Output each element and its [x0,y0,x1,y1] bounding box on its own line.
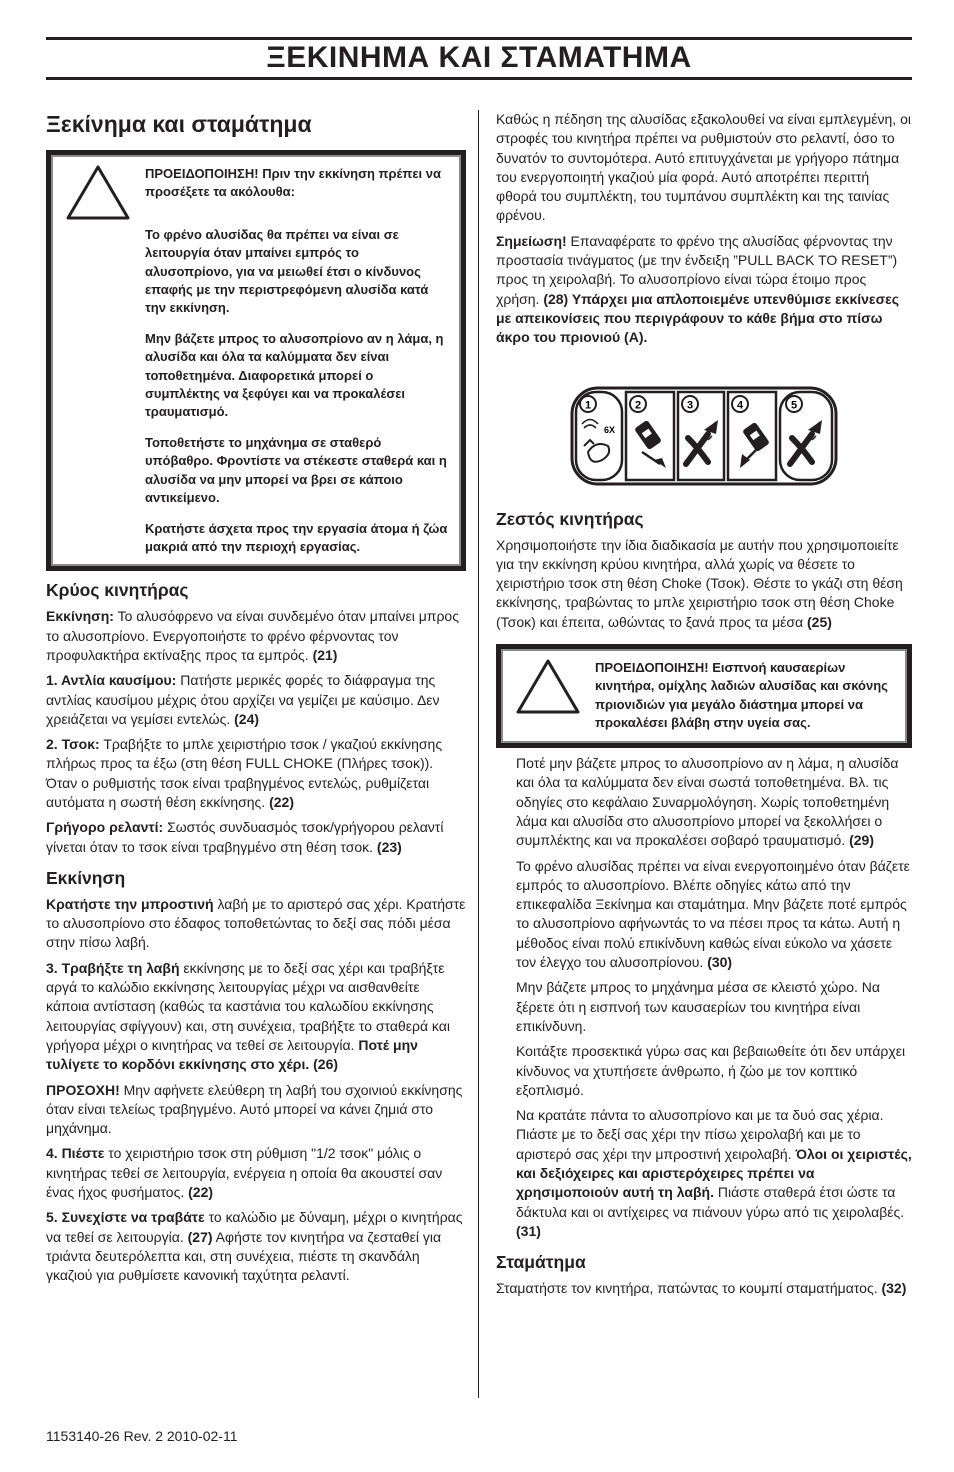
caution-paragraph: ΠΡΟΣΟΧΗ! Μην αφήνετε ελεύθερη τη λαβή του σχοινιού εκκίνησης όταν είναι τελείως τραβηγμένο. Αυτό μπορεί να κάνει ζημιά στο μηχάνημα. [46,1081,463,1137]
fuel-pump-paragraph: 1. Αντλία καυσίμου: Πατήστε μερικές φορές το διάφραγμα της αντλίας καυσίμου μέχρις ότου αρχίζει να γεμίζει με καύσιμο. Δεν χρειάζεται να γεμίσει εντελώς. (24) [46,672,440,727]
column-divider [478,110,479,1398]
warning-text-3: Μην βάζετε μπρος το αλυσοπρίονο αν η λάμα, η αλυσίδα και όλα τα καλύμματα δεν είναι τοποθετημένα. Διαφορετικά μπορεί ο συμπλέκτης να ξεφύγει και να προκαλέσει τραυματισμό. [145,330,444,420]
fuel-pump-icon [576,392,622,480]
choke-paragraph: 2. Τσοκ: Τραβήξτε το μπλε χειριστήριο τσοκ / γκαζιού εκκίνησης πλήρως προς τα έξω (στη θέση FULL CHOKE (Πλήρες τσοκ)). Όταν ο ρυθμιστής τσοκ είναι τραβηγμένος εντελώς, ρυθμίζεται αυτόματα η σωστή θέση εκκίνησης. (22) [46,736,443,810]
choke-in-icon [728,392,776,480]
bar-chain-paragraph: Ποτέ μην βάζετε μπρος το αλυσοπρίονο αν η λάμα, η αλυσίδα και όλα τα καλύμματα δεν είναι σωστά τοποθετημένα. Βλ. τις οδηγίες στο κεφάλαιο Συναρμολόγηση. Χωρίς τοποθετημένη λάμα και αλυσίδα στο αλυσοπρίονο μπορεί να ξεκολλήσει ο συμπλέκτης και να προκαλέσει σοβαρό τραυματισμό. (29) [516,755,899,849]
svg-text:4: 4 [736,399,744,412]
fast-idle-paragraph: Γρήγορο ρελαντί: Σωστός συνδυασμός τσοκ/γρήγορου ρελαντί γίνεται όταν το τσοκ είναι τραβηγμένο στη θέση τσοκ. (23) [46,819,444,855]
svg-text:5: 5 [790,399,798,412]
document-footer: 1153140-26 Rev. 2 2010-02-11 [46,1428,238,1444]
header-rule-bottom [46,77,912,80]
warning-box-exhaust [496,644,912,748]
start-reminder-decal [570,386,838,486]
cold-start-paragraph: Εκκίνηση: Το αλυσόφρενο να είναι συνδεμένο όταν μπαίνει μπρος το αλυσοπρίονο. Ενεργοποιήστε το φρένο φέρνοντας τον προφυλακτήρα εκτίναξης προς τα εμπρός. (21) [46,608,459,663]
continue-pull-paragraph: 5. Συνεχίστε να τραβάτε το καλώδιο με δύναμη, μέχρι ο κινητήρας να τεθεί σε λειτουργία. (27) Αφήστε τον κινητήρα να ζεσταθεί για τριάντα δευτερόλεπτα και, στη συνέχεια, πιέστε τη σκανδάλη γκαζιού για ρυθμίσετε κανονική ταχύτητα ρελαντί. [46,1209,463,1284]
svg-text:3: 3 [686,399,694,412]
starting-heading: Εκκίνηση [46,867,126,888]
warning-text-5: Κρατήστε άσχετα προς την εργασία άτομα ή ζώα μακριά από την περιοχή εργασίας. [145,520,448,554]
stopping-heading: Σταμάτημα [496,1252,586,1273]
warning-box [46,150,466,571]
idle-paragraph: Καθώς η πέδηση της αλυσίδας εξακολουθεί να είναι εμπλεγμένη, οι στροφές του κινητήρα πρέπει να ρυθμιστούν στο ρελαντί, όσο το δυνατόν το συντομότερα. Αυτό επιτυγχάνεται με γρήγορο πάτημα του ενεργοποιητή γκαζιού μία φορά. Αυτό αποτρέπει περιττή φθορά του συμπλέκτη, του τυμπάνου συμπλέκτη και της ταινίας φρένου. [496,111,911,224]
warning-text-2: Το φρένο αλυσίδας θα πρέπει να είναι σε λειτουργία όταν μπαίνει εμπρός το αλυσοπρίονο, για να μειωθεί έτσι ο κίνδυνος επαφής με την περιστρεφόμενη αλυσίδα κατά την εκκίνηση. [145,226,429,316]
warning-triangle-icon [65,163,131,221]
front-handle-paragraph: Κρατήστε την μπροστινή λαβή με το αριστερό σας χέρι. Κρατήστε το αλυσοπρίονο στο έδαφος τοποθετώντας το δεξί σας πόδι μέσα στην πίσω λαβή. [46,895,466,951]
svg-text:2: 2 [634,399,642,412]
look-around-paragraph: Κοιτάξτε προσεκτικά γύρω σας και βεβαιωθείτε ότι δεν υπάρχει κίνδυνος να χτυπήσετε άνθρωπο, ή ζώο με τον κοπτικό εξοπλισμό. [516,1043,906,1098]
chain-brake-paragraph: Το φρένο αλυσίδας πρέπει να είναι ενεργοποιημένο όταν βάζετε εμπρός το αλυσοπρίονο. Βλέπε οδηγίες κάτω από την επικεφαλίδα Ξεκίνημα και σταμάτημα. Μην βάζετε ποτέ εμπρός το αλυσοπρίονο αφήνωντάς το να πέσει προς τα κάτω. Αυτή η μέθοδος είναι πολύ επικίνδυνη καθώς είναι εύκολο να χάσετε τον έλεγχο του αλυσοπρίονου. (30) [516,857,910,971]
pull-start-icon [678,392,724,480]
choke-out-icon [626,392,674,480]
warning-exhaust-text: ΠΡΟΕΙΔΟΠΟΙΗΣΗ! Εισπνοή καυσαερίων κινητήρα, ομίχλης λαδιών αλυσίδας και σκόνης πριονιδιών για μεγάλο διάστημα μπορεί να προκαλέσει βλάβη στην υγεία σας. [595,660,888,731]
warm-engine-paragraph: Χρησιμοποιήστε την ίδια διαδικασία με αυτήν που χρησιμοποιείτε για την εκκίνηση κρύου κινητήρα, αλλά χωρίς να θέσετε το χειριστήριο τσοκ στη θέση Choke (Τσοκ). Θέστε το γκάζι στη θέση εκκίνησης, τραβώντας το μπλε χειριστήριο τσοκ στη θέση Choke (Τσοκ) και έπειτα, ωθώντας το ξανά προς τα μέσα (25) [496,536,903,630]
closed-space-paragraph: Μην βάζετε μπρος το μηχάνημα μέσα σε κλειστό χώρο. Να ξέρετε ότι η εισπνοή των καυσαερίων του κινητήρα είναι επικίνδυνη. [516,979,880,1034]
section-heading: Ξεκίνημα και σταμάτημα [46,111,312,137]
pull-handle-paragraph: 3. Τραβήξτε τη λαβή εκκίνησης με το δεξί σας χέρι και τραβήξτε αργά το καλώδιο εκκίνησης λειτουργίας μέχρι να αισθανθείτε κάποια αντίσταση (καθώς τα καστάνια του καλωδίου εκκίνησης λειτουργίας σφίγγουν) και, στη συνέχεια, τραβήξτε το σταθερά και γρήγορα μέχρι ο κινητήρας να τεθεί σε λειτουργία. Ποτέ μην τυλίγετε το κορδόνι εκκίνησης στο χέρι. (26) [46,959,450,1073]
stopping-paragraph: Σταματήστε τον κινητήρα, πατώντας το κουμπί σταματήματος. (32) [496,1280,907,1297]
right-column [496,110,912,1304]
note-paragraph: Σημείωση! Επαναφέρατε το φρένο της αλυσίδας φέρνοντας την προστασία τινάγματος (με την ένδειξη ”PULL BACK TO RESET”) προς τη χειρολαβή. Το αλυσοπρίονο είναι τώρα έτοιμο προς χρήση. (28) Υπάρχει μια απλοποιεμένε υπενθύμισε εκκίνεσες με απεικονίσεις που περιγράφουν το κάθε βήμα στο πίσω άκρο του πριονιού (A). [496,232,900,346]
warning-text-1: ΠΡΟΕΙΔΟΠΟΙΗΣΗ! Πριν την εκκίνηση πρέπει να προσέξετε τα ακόλουθα: [145,166,441,200]
cold-engine-heading: Κρύος κινητήρας [46,580,189,601]
warning-triangle-icon [515,657,581,715]
warm-engine-heading: Ζεστός κινητήρας [496,508,644,529]
left-column [46,100,466,1292]
pull-start-icon [780,392,832,480]
grip-paragraph: Να κρατάτε πάντα το αλυσοπρίονο και με τα δυό σας χέρια. Πιάστε με το δεξί σας χέρι την πίσω χειρολαβή και με το αριστερό σας χέρι την μπροστινή χειρολαβή. Όλοι οι χειριστές, και δεξιόχειρες και αριστερόχειρες πρέπει να χρησιμοποιούν αυτή τη λαβή. Πιάστε σταθερά έτσι ώστε τα δάκτυλα και οι αντίχειρες να πιάνουν γύρω από τις χειρολαβές. (31) [516,1107,912,1239]
svg-text:6X: 6X [604,424,616,435]
page-title: ΞΕΚΙΝΗΜΑ ΚΑΙ ΣΤΑΜΑΤΗΜΑ [266,41,692,74]
half-choke-paragraph: 4. Πιέστε το χειριστήριο τσοκ στη ρύθμιση "1/2 τσοκ" μόλις ο κινητήρας τεθεί σε λειτουργία, ενέργεια η οποία θα ακουστεί σαν ένας ήχος φυσήματος. (22) [46,1145,443,1201]
svg-text:1: 1 [584,399,592,412]
warning-text-4: Τοποθετήστε το μηχάνημα σε σταθερό υπόβαθρο. Φροντίστε να στέκεστε σταθερά και η αλυσίδα να μην μπορεί να βρει σε κάποιο αντικείμενο. [145,434,447,506]
